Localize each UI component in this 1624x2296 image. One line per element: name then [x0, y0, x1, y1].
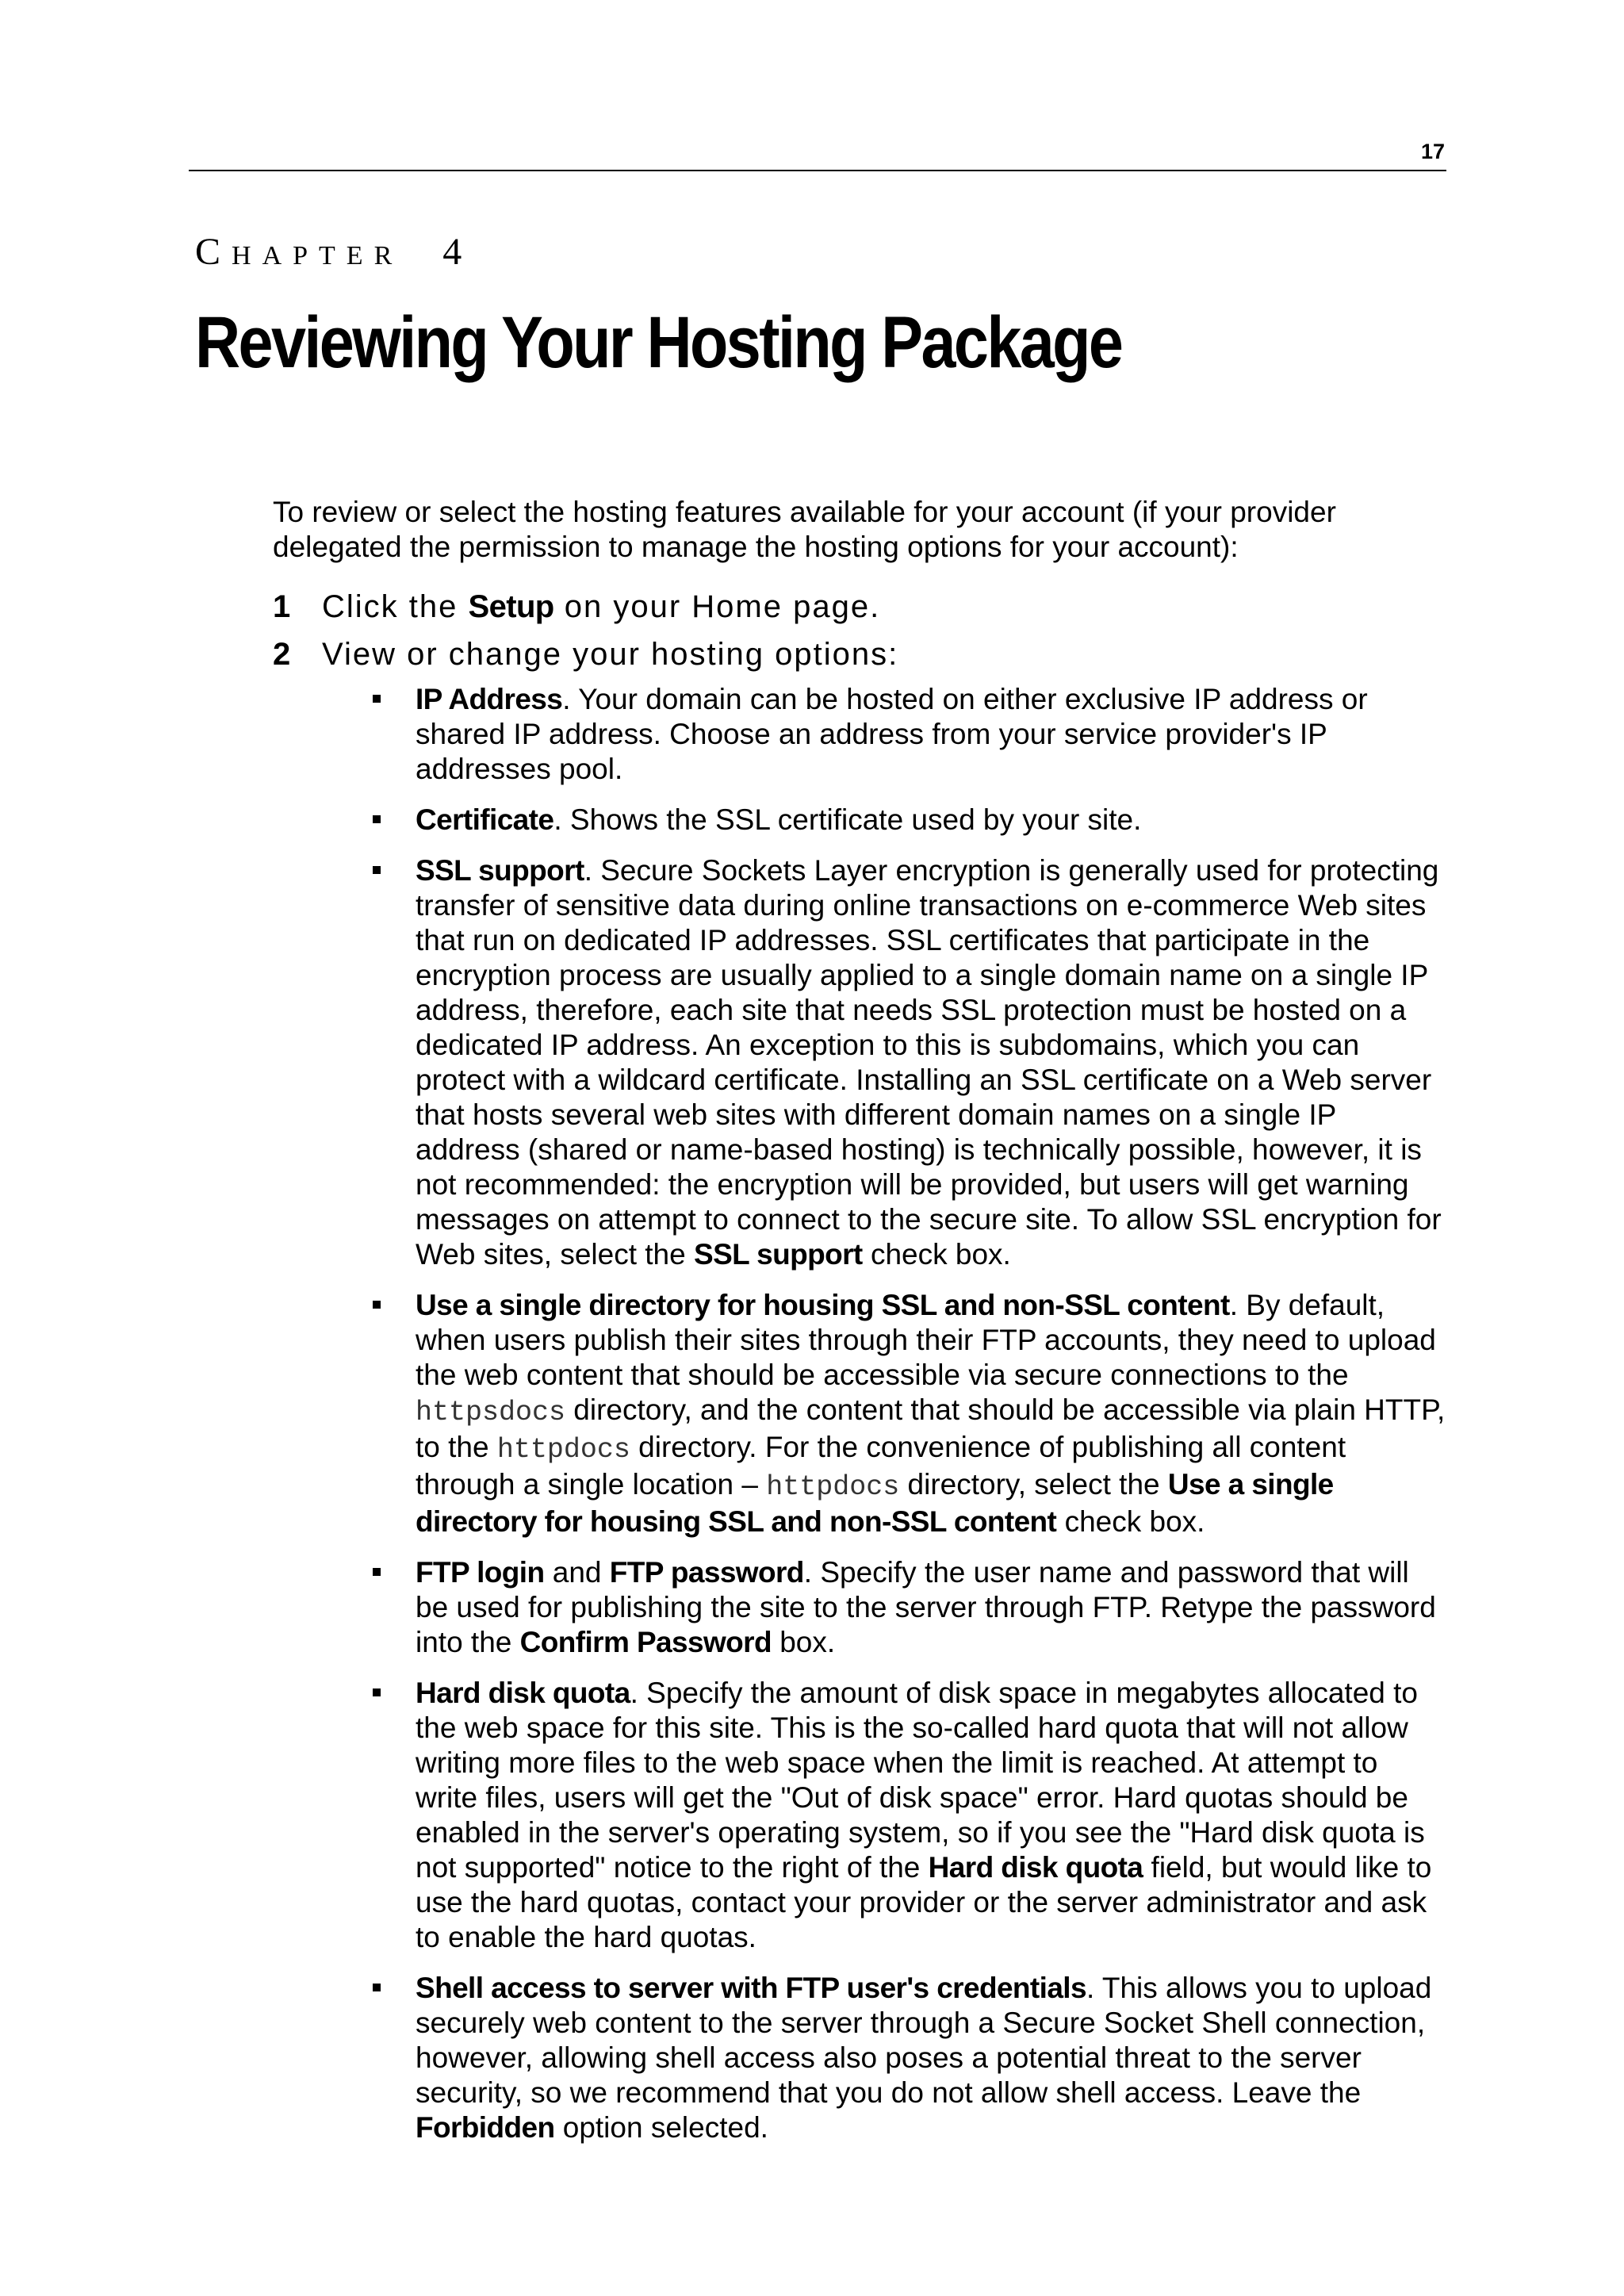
option-description: . This allows you to upload securely web content to the server through a Secure Socket Shell connection, however, allowing shell access also poses a potential threat to the server security, so we recommend that you do not allow shell access. Leave the	[416, 1972, 1432, 2109]
option-hard-disk-quota	[322, 1676, 1446, 1955]
option-term: FTP login	[416, 1556, 545, 1589]
chapter-label-rest: HAPTER	[232, 241, 404, 270]
chapter-number: 4	[442, 231, 473, 273]
option-ssl-support	[322, 853, 1446, 1272]
option-description-tail: field, but would like to use the hard quotas, contact your provider or the server administrator and ask to enable the hard quotas.	[416, 1851, 1432, 1953]
step-text: on your Home page.	[553, 589, 881, 624]
bullet-icon	[373, 1984, 381, 1991]
step-text: Click the	[322, 589, 469, 624]
option-description-tail: check box.	[1056, 1505, 1205, 1538]
option-term: SSL support	[416, 854, 584, 887]
bullet-icon	[373, 1568, 381, 1576]
option-description: . Your domain can be hosted on either exclusive IP address or shared IP address. Choose an address from your service provider's IP addresses pool.	[416, 683, 1368, 785]
code-dirname: httpdocs	[496, 1434, 630, 1466]
step-2	[273, 636, 1446, 2145]
procedure-steps	[273, 588, 1446, 2145]
code-dirname: httpdocs	[766, 1471, 900, 1503]
option-term: Certificate	[416, 803, 554, 836]
main-content	[273, 495, 1446, 2161]
chapter-title: Reviewing Your Hosting Package	[195, 302, 1122, 383]
option-ftp-credentials	[322, 1555, 1446, 1660]
header-rule	[189, 170, 1446, 171]
option-description: . Specify the user name and password that will be used for publishing the site to the server through FTP. Retype the password into the	[416, 1556, 1436, 1658]
option-single-directory	[322, 1288, 1446, 1539]
ui-term: Use a single directory for housing SSL and non-SSL content	[416, 1468, 1334, 1538]
ui-term: Confirm Password	[519, 1626, 772, 1658]
option-term: Hard disk quota	[416, 1677, 630, 1709]
ui-term: Forbidden	[416, 2111, 555, 2144]
step-text: View or change your hosting options:	[322, 637, 899, 672]
step-number: 2	[273, 637, 291, 672]
option-term: IP Address	[416, 683, 563, 715]
option-term: Use a single directory for housing SSL and non-SSL content	[416, 1289, 1230, 1321]
code-dirname: httpsdocs	[416, 1397, 566, 1428]
ui-term: SSL support	[693, 1238, 863, 1271]
option-description-tail: check box.	[862, 1238, 1011, 1271]
option-description: . Shows the SSL certificate used by your site.	[553, 803, 1142, 836]
option-description: . Specify the amount of disk space in megabytes allocated to the web space for this site. This is the so-called hard quota that will not allow writing more files to the web space when the limit is reached. At attempt to write files, users will get the "Out of disk space" error. Hard quotas should be enabled in the server's operating system, so if you see the "Hard disk quota is not supported" notice to the right of the	[416, 1677, 1425, 1884]
page-number: 17	[1420, 140, 1445, 163]
step-1	[273, 588, 1446, 625]
option-description: directory, and the content that should be accessible via plain HTTP, to the	[416, 1393, 1446, 1463]
bullet-icon	[373, 1301, 381, 1309]
ui-term: Hard disk quota	[928, 1851, 1143, 1884]
step-number: 1	[273, 589, 291, 624]
option-description: . Secure Sockets Layer encryption is generally used for protecting transfer of sensitive data during online transactions on e-commerce Web sites that run on dedicated IP addresses. SSL certificates that participate in the encryption process are usually applied to a single domain name on a single IP address, therefore, each site that needs SSL protection must be hosted on a dedicated IP address. An exception to this is subdomains, which you can protect with a wildcard certificate. Installing an SSL certificate on a Web server that hosts several web sites with different domain names on a single IP address (shared or name-based hosting) is technically possible, however, it is not recommended: the encryption will be provided, but users will get warning messages on attempt to connect to the secure site. To allow SSL encryption for Web sites, select the	[416, 854, 1442, 1271]
bullet-icon	[373, 866, 381, 874]
option-description-tail: box.	[771, 1626, 836, 1658]
option-certificate	[322, 803, 1446, 838]
option-term: FTP password	[609, 1556, 804, 1589]
bullet-icon	[373, 695, 381, 703]
option-description: . By default, when users publish their sites through their FTP accounts, they need to upload the web content that should be accessible via secure connections to the	[416, 1289, 1436, 1391]
option-description: directory. For the convenience of publishing all content through a single location –	[416, 1431, 1346, 1501]
bullet-icon	[373, 815, 381, 823]
option-connector: and	[544, 1556, 610, 1589]
bullet-icon	[373, 1688, 381, 1696]
option-term: Shell access to server with FTP user's credentials	[416, 1972, 1086, 2004]
ui-term-setup: Setup	[468, 589, 554, 624]
option-ip-address	[322, 682, 1446, 787]
chapter-label-initial: C	[195, 231, 232, 273]
hosting-options-list	[322, 682, 1446, 2145]
option-shell-access	[322, 1971, 1446, 2145]
option-description: directory, select the	[899, 1468, 1168, 1501]
option-description-tail: option selected.	[554, 2111, 768, 2144]
chapter-label	[195, 230, 473, 274]
intro-paragraph: To review or select the hosting features available for your account (if your provider delegated the permission to manage the hosting options for your account):	[273, 496, 1336, 563]
